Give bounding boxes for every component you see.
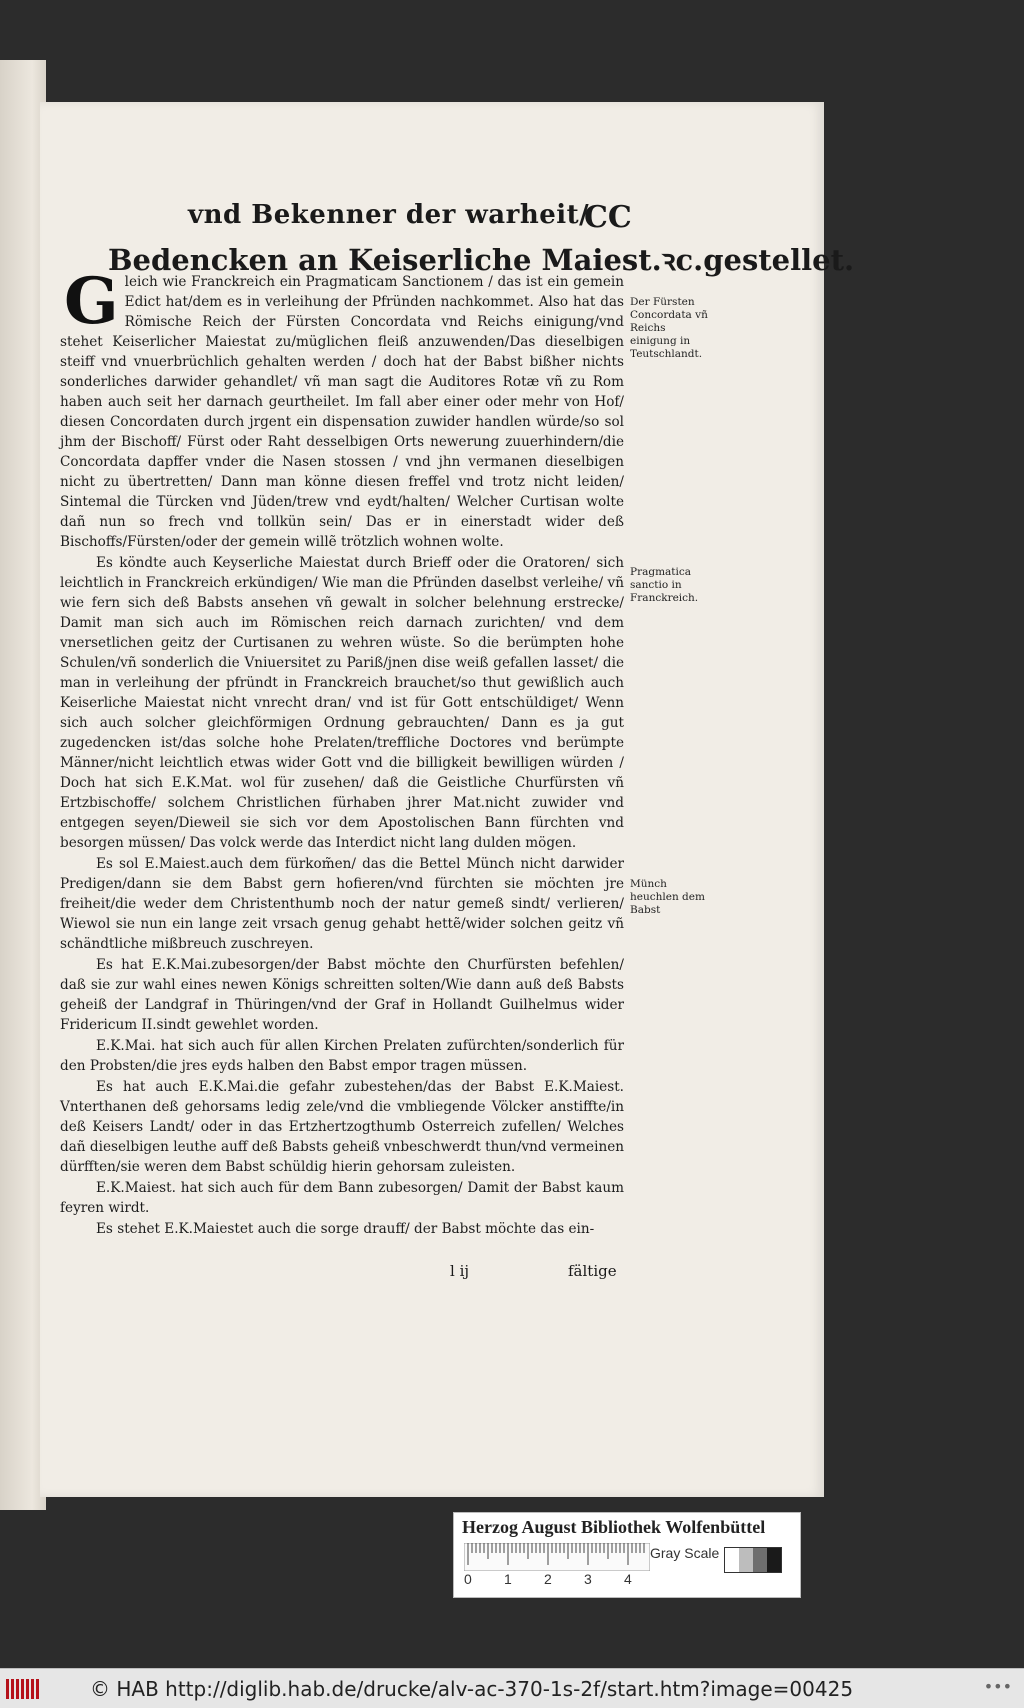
hab-logo-icon xyxy=(6,1677,46,1701)
gray-scale-label: Gray Scale xyxy=(650,1545,720,1561)
paragraph: Es stehet E.K.Maiestet auch die sorge drauff/ der Babst möchte das ein- xyxy=(96,1221,595,1237)
paragraph: E.K.Mai. hat sich auch für allen Kirchen Prelaten zufürchten/sonderlich für den Probsten/die jres eyds halben den Babst empor tragen müssen. xyxy=(60,1038,624,1074)
more-options-icon[interactable]: ••• xyxy=(983,1677,1012,1696)
paragraph: Es hat E.K.Mai.zubesorgen/der Babst möchte den Churfürsten befehlen/ daß sie zur wahl eines newen Königs schreitten solten/Wie dann auß deß Babsts geheiß der Landgraf in Thüringen/vnd der Graf in Hollandt Guilhelmus wider Fridericum II.sindt gewehlet worden. xyxy=(60,957,624,1033)
body-text xyxy=(60,264,624,1240)
gray-step xyxy=(753,1548,767,1572)
section-title: Bedencken an Keiserliche Maiest.ꝛc.gestellet. xyxy=(108,243,855,277)
paragraph: Es köndte auch Keyserliche Maiestat durch Brieff oder die Oratoren/ sich leichtlich in Franckreich erkündigen/ Wie man die Pfründen daselbst verleihe/ vñ wie fern sich deß Babsts ansehen vñ gewalt in solcher belehnung erstrecke/ Damit man sich auch im Römischen reich darnach zurichten/ vnd dem vnersetlichen geitz der Curtisanen zu wehren wüste. So die berümpten hohe Schulen/vñ sonderlich die Vniuersitet zu Pariß/jnen dise weiß gefallen lasset/ die man in verleihung der pfründt in Franckreich brauchet/so thut gewißlich auch Keiserliche Maiestat nicht vnrecht dran/ vnd ist für Gott entschüldiget/ Wenn sich auch solcher gleichförmigen Ordnung gebrauchten/ Dann es ja gut zugedencken ist/das solche hohe Prelaten/treffliche Doctores vnd berümpte Männer/nicht leichtlich etwas wider Gott vnd die billigkeit bewilligen würden / Doch hat sich E.K.Mat. wol für zusehen/ daß die Geistliche Churfürsten vñ Ertzbischoffe/ solchem Christlichen fürhaben jhrer Mat.nicht zuwider vnd entgegen seyen/Dieweil sie sich vor dem Apostolischen Bann fürchten vnd besorgen müssen/ Das volck werde das Interdict nicht lang dulden mögen. xyxy=(60,555,624,851)
paragraph: E.K.Maiest. hat sich auch für dem Bann zubesorgen/ Damit der Babst kaum feyren wirdt. xyxy=(60,1180,624,1216)
ruler-scale xyxy=(464,1543,650,1571)
marginal-note: Münch heuchlen dem Babst xyxy=(630,878,705,916)
gray-step xyxy=(767,1548,781,1572)
page-headline: vnd Bekenner der warheit/ xyxy=(188,200,590,230)
ruler-label: 1 xyxy=(504,1571,512,1587)
paragraph: Es hat auch E.K.Mai.die gefahr zubestehen/das der Babst E.K.Maiest. Vnterthanen deß gehorsams ledig zele/vnd die vmbliegende Völcker anstiffte/in deß Keisers Landt/ oder in das Ertzhertzogthumb Osterreich zufellen/ Welches dañ dieselbigen leuthe auff deß Babsts geheiß vnbeschwerdt thun/vnd vermeinen dürfften/sie weren dem Babst schüldig hierin gehorsam zuleisten. xyxy=(60,1079,624,1175)
paragraph: Es sol E.Maiest.auch dem fürkom̃en/ das die Bettel Münch nicht darwider Predigen/dann sie dem Babst gern hofieren/vnd fürchten sie möchten jre freiheit/die weder dem Christenthumb noch der natur gemeß sindt/ verlieren/ Wiewol sie nun ein lange zeit vrsach genug gehabt hettẽ/wider solchen geitz vñ schändtliche mißbreuch zuschreyen. xyxy=(60,856,624,952)
ruler-label: 4 xyxy=(624,1571,632,1587)
marginal-note: Der Fürsten Concordata vñ Reichs einigung in Teutschlandt. xyxy=(630,296,708,360)
status-bar xyxy=(0,1668,1024,1708)
catchword: fältige xyxy=(568,1262,617,1280)
copyright-url-link[interactable]: © HAB http://diglib.hab.de/drucke/alv-ac-370-1s-2f/start.htm?image=00425 xyxy=(90,1677,854,1701)
decorated-initial: G xyxy=(64,264,119,339)
gray-step xyxy=(739,1548,753,1572)
library-name: Herzog August Bibliothek Wolfenbüttel xyxy=(462,1517,766,1537)
signature-mark: l ij xyxy=(450,1262,470,1280)
folio-number: CC xyxy=(584,200,632,235)
marginal-note: Pragmatica sanctio in Franckreich. xyxy=(630,566,699,604)
paragraph: Gleich wie Franckreich ein Pragmaticam Sanctionem / das ist ein gemein Edict hat/dem es in verleihung der Pfründen nachkommet. Also hat das Römische Reich der Fürsten Concordata vnd Reichs einigung/vnd stehet Keiserlicher Maiestat zu/müglichen fleiß anzuwenden/Das dieselbigen steiff vnd vnuerbrüchlich gehalten werden / doch hat der Babst bißher nichts sonderliches darwider gehandlet/ vñ man sagt die Auditores Rotæ vñ zu Rom haben auch seit her darnach geurtheilet. Im fall aber einer oder mehr von Hof/ diesen Concordaten durch jrgent ein dispensation zuwider handlen würde/so sol jhm der Bischoff/ Fürst oder Raht desselbigen Orts newerung zuuerhindern/die Concordata dapffer vnder die Nasen stossen / vnd jhn vermanen dieselbigen nicht zu übertretten/ Dann man könne diesen freffel vnd trotz nicht leiden/ Sintemal die Türcken vnd Jüden/trew vnd eydt/halten/ Welcher Curtisan wolte dañ nun so frech vnd tollkün sein/ Das er in einerstadt wider deß Bischoffs/Fürsten/oder der gemein willẽ trötzlich wohnen wolte. xyxy=(60,264,624,550)
gray-scale-swatch xyxy=(724,1547,782,1573)
gray-step xyxy=(725,1548,739,1572)
color-calibration-card xyxy=(453,1512,801,1598)
ruler-label: 2 xyxy=(544,1571,552,1587)
ruler-label: 0 xyxy=(464,1571,472,1587)
ruler-label: 3 xyxy=(584,1571,592,1587)
